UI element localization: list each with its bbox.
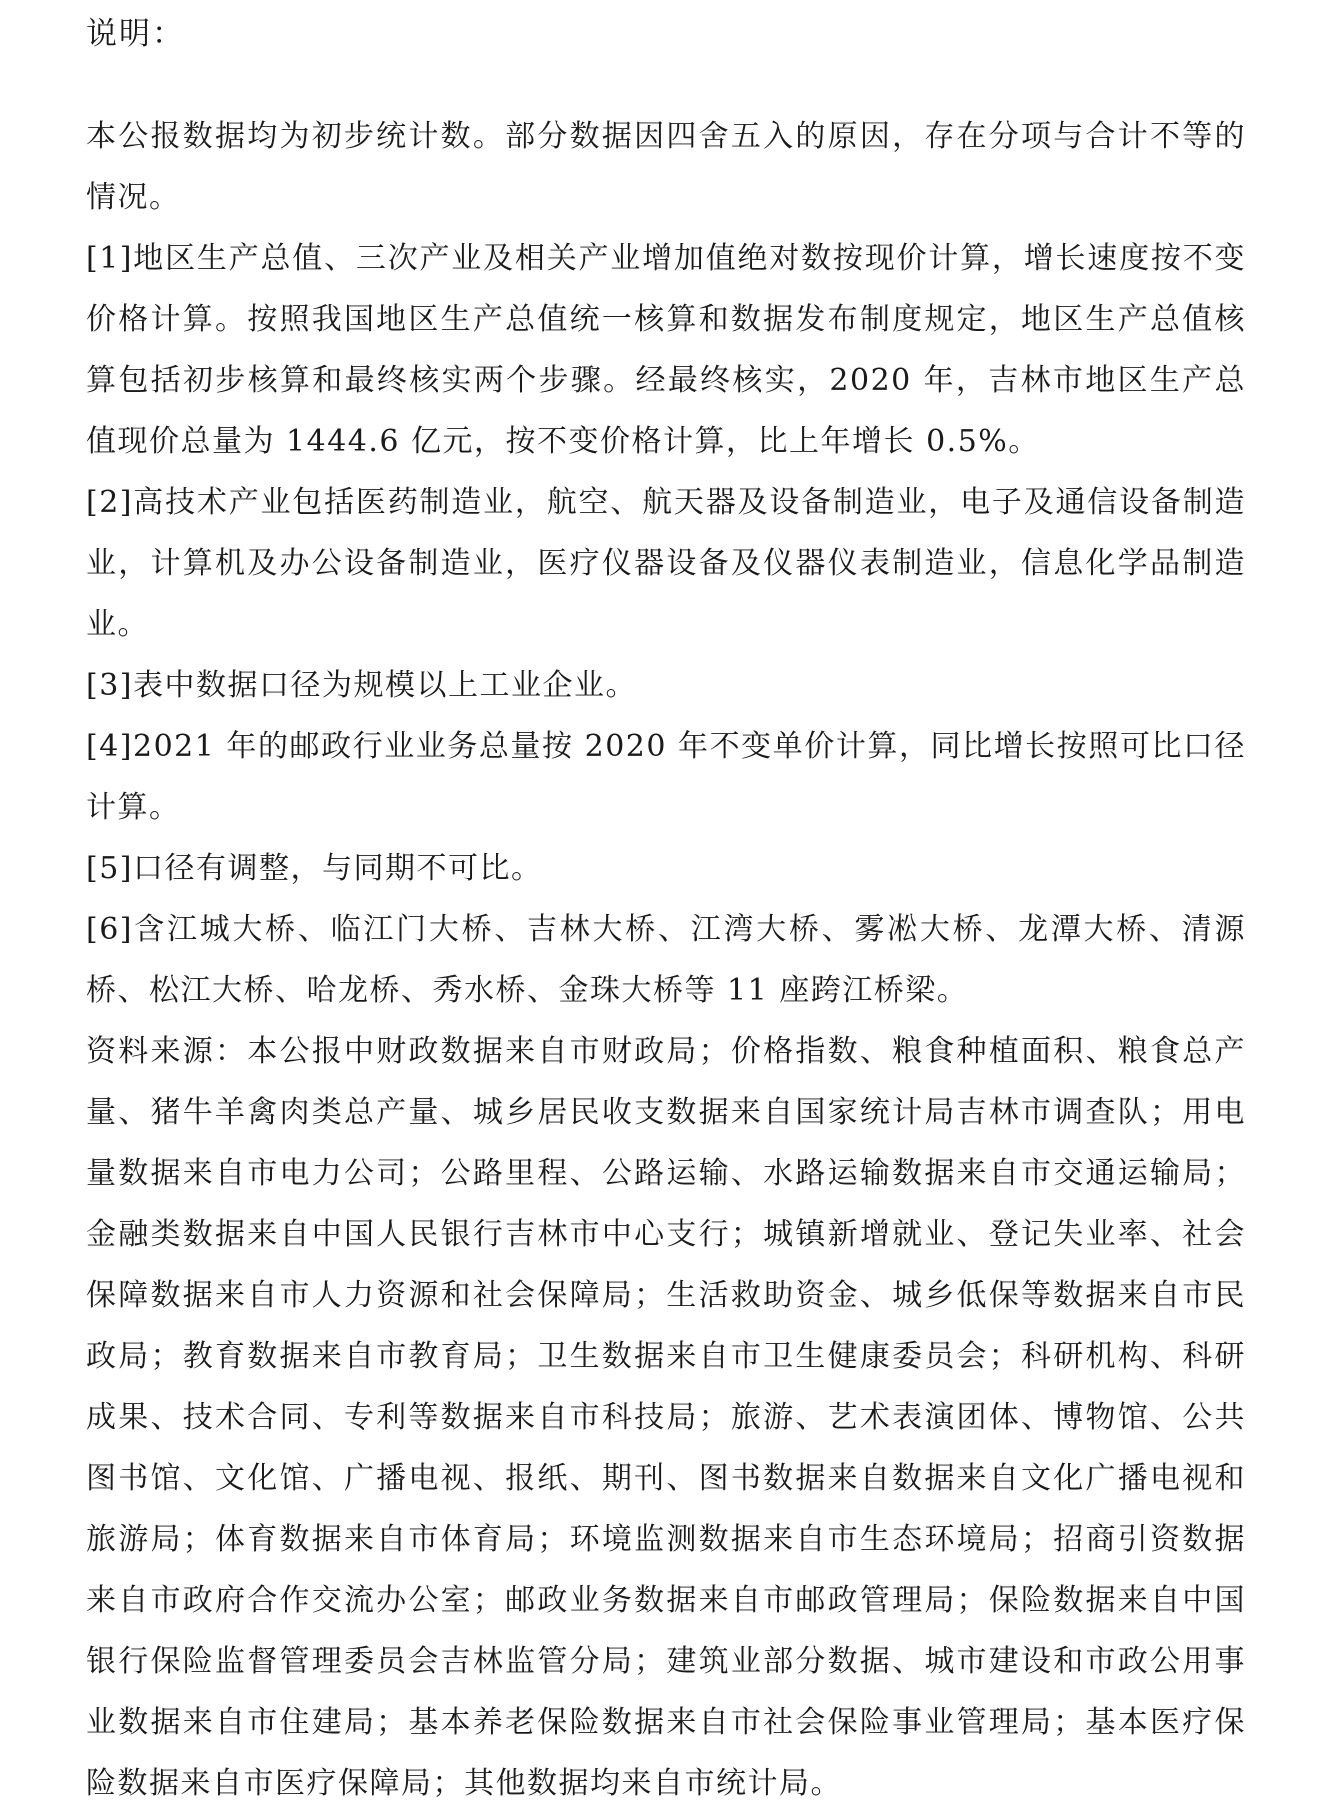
note-2: [2]高技术产业包括医药制造业，航空、航天器及设备制造业，电子及通信设备制造业，计算机及办公设备制造业，医疗仪器设备及仪器仪表制造业，信息化学品制造业。 <box>86 485 1246 642</box>
note-6: [6]含江城大桥、临江门大桥、吉林大桥、江湾大桥、雾凇大桥、龙潭大桥、清源桥、松江大桥、哈龙桥、秀水桥、金珠大桥等 11 座跨江桥梁。 <box>86 912 1246 1008</box>
note-5: [5]口径有调整，与同期不可比。 <box>86 851 543 886</box>
section-heading: 说明： <box>86 16 185 52</box>
intro-paragraph: 本公报数据均为初步统计数。部分数据因四舍五入的原因，存在分项与合计不等的情况。 <box>86 119 1246 215</box>
note-3: [3]表中数据口径为规模以上工业企业。 <box>86 668 637 703</box>
note-1: [1]地区生产总值、三次产业及相关产业增加值绝对数按现价计算，增长速度按不变价格计算。按照我国地区生产总值统一核算和数据发布制度规定，地区生产总值核算包括初步核算和最终核实两个步骤。经最终核实，2020 年，吉林市地区生产总值现价总量为 1444.6 亿元，按不变价格计算，比上年增长 0.5%。 <box>86 241 1246 459</box>
document-page <box>86 0 1246 1814</box>
data-sources-paragraph: 资料来源：本公报中财政数据来自市财政局；价格指数、粮食种植面积、粮食总产量、猪牛羊禽肉类总产量、城乡居民收支数据来自国家统计局吉林市调查队；用电量数据来自市电力公司；公路里程、公路运输、水路运输数据来自市交通运输局；金融类数据来自中国人民银行吉林市中心支行；城镇新增就业、登记失业率、社会保障数据来自市人力资源和社会保障局；生活救助资金、城乡低保等数据来自市民政局；教育数据来自市教育局；卫生数据来自市卫生健康委员会；科研机构、科研成果、技术合同、专利等数据来自市科技局；旅游、艺术表演团体、博物馆、公共图书馆、文化馆、广播电视、报纸、期刊、图书数据来自数据来自文化广播电视和旅游局；体育数据来自市体育局；环境监测数据来自市生态环境局；招商引资数据来自市政府合作交流办公室；邮政业务数据来自市邮政管理局；保险数据来自中国银行保险监督管理委员会吉林监管分局；建筑业部分数据、城市建设和市政公用事业数据来自市住建局；基本养老保险数据来自市社会保险事业管理局；基本医疗保险数据来自市医疗保障局；其他数据均来自市统计局。 <box>86 1034 1246 1801</box>
note-4: [4]2021 年的邮政行业业务总量按 2020 年不变单价计算，同比增长按照可比口径计算。 <box>86 729 1246 825</box>
